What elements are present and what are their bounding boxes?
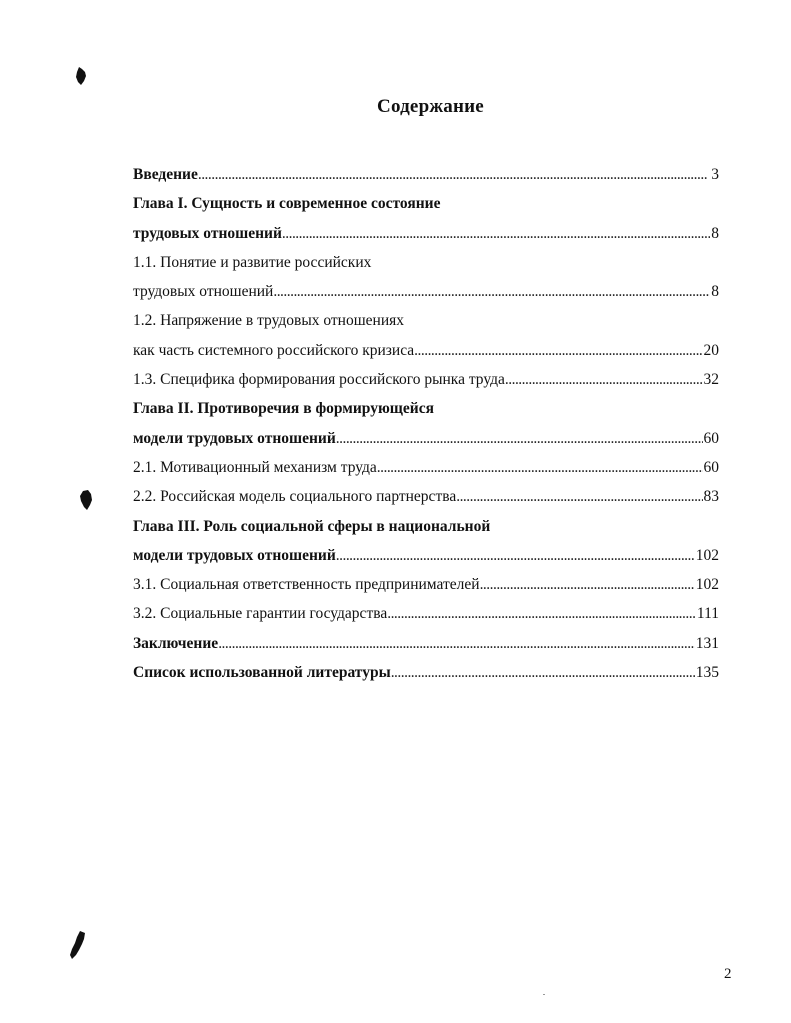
toc-dot-leader (480, 570, 695, 599)
toc-entry-title: Глава I. Сущность и современное состояние (133, 195, 441, 213)
toc-entry-page: 60 (703, 429, 719, 447)
toc-entry (133, 570, 719, 599)
toc-entry-title: Список использованной литературы (133, 664, 391, 682)
page-title: Содержание (377, 96, 484, 117)
toc-dot-leader (282, 219, 710, 248)
toc-dot-leader (414, 336, 702, 365)
toc-entry-title: 1.1. Понятие и развитие российских (133, 253, 372, 271)
toc-dot-leader (391, 658, 695, 687)
toc-entry (133, 277, 719, 306)
ink-blot-middle-icon (78, 489, 94, 511)
toc-dot-leader (336, 541, 695, 570)
toc-entry-title: 1.3. Специфика формирования российского рынка труда (133, 371, 505, 389)
toc-entry (133, 453, 719, 482)
toc-entry-page: 83 (703, 488, 719, 506)
toc-entry (133, 394, 719, 423)
toc-entry-title: трудовых отношений (133, 283, 274, 301)
toc-entry (133, 541, 719, 570)
toc-entry-title: модели трудовых отношений (133, 546, 336, 564)
toc-entry-page: 111 (696, 605, 719, 623)
toc-dot-leader (387, 599, 696, 628)
page-number: 2 (724, 966, 732, 982)
toc-entry (133, 189, 719, 218)
toc-entry-title: 3.2. Социальные гарантии государства (133, 605, 388, 623)
ink-blot-top-icon (73, 66, 89, 86)
toc-entry-title: модели трудовых отношений (133, 429, 336, 447)
toc-entry (133, 248, 719, 277)
toc-entry-title: 1.2. Напряжение в трудовых отношениях (133, 312, 405, 330)
toc-entry-page: 60 (703, 458, 719, 476)
toc-entry (133, 424, 719, 453)
toc-entry-title: Глава III. Роль социальной сферы в национальной (133, 517, 491, 535)
toc-entry (133, 306, 719, 335)
toc-entry-page: 8 (711, 283, 719, 301)
toc-entry-title: как часть системного российского кризиса (133, 341, 415, 359)
toc-entry-page: 102 (695, 576, 719, 594)
toc-entry (133, 365, 719, 394)
toc-dot-leader (505, 365, 703, 394)
toc-entry-title: 3.1. Социальная ответственность предпринимателей (133, 576, 480, 594)
toc-entry (133, 629, 719, 658)
toc-entry (133, 658, 719, 687)
toc-entry (133, 219, 719, 248)
scan-artifact (543, 994, 545, 995)
toc-entry-title: 2.2. Российская модель социального партнерства (133, 488, 457, 506)
toc-entry (133, 160, 719, 189)
toc-entry-page: 135 (695, 664, 719, 682)
ink-blot-bottom-icon (67, 930, 89, 960)
toc-entry-title: 2.1. Мотивационный механизм труда (133, 458, 377, 476)
toc-dot-leader (273, 277, 710, 306)
toc-entry-title: Глава II. Противоречия в формирующейся (133, 400, 434, 418)
toc-entry-page: 32 (703, 371, 719, 389)
toc-entry-page: 102 (695, 546, 719, 564)
toc-entry-title: трудовых отношений (133, 224, 282, 242)
toc-dot-leader (377, 453, 703, 482)
toc-dot-leader (456, 482, 702, 511)
toc-entry (133, 512, 719, 541)
toc-entry (133, 336, 719, 365)
toc-entry-page: 8 (711, 224, 719, 242)
toc-dot-leader (198, 160, 710, 189)
toc-entry (133, 482, 719, 511)
toc-entry-title: Введение (133, 166, 198, 183)
toc-dot-leader (336, 424, 703, 453)
toc-entry-title: Заключение (133, 634, 219, 652)
table-of-contents (133, 160, 719, 687)
toc-dot-leader (218, 629, 695, 658)
toc-entry-page: 20 (703, 341, 719, 359)
toc-entry-page: 131 (695, 634, 719, 652)
toc-entry (133, 599, 719, 628)
toc-entry-page: 3 (711, 166, 719, 183)
